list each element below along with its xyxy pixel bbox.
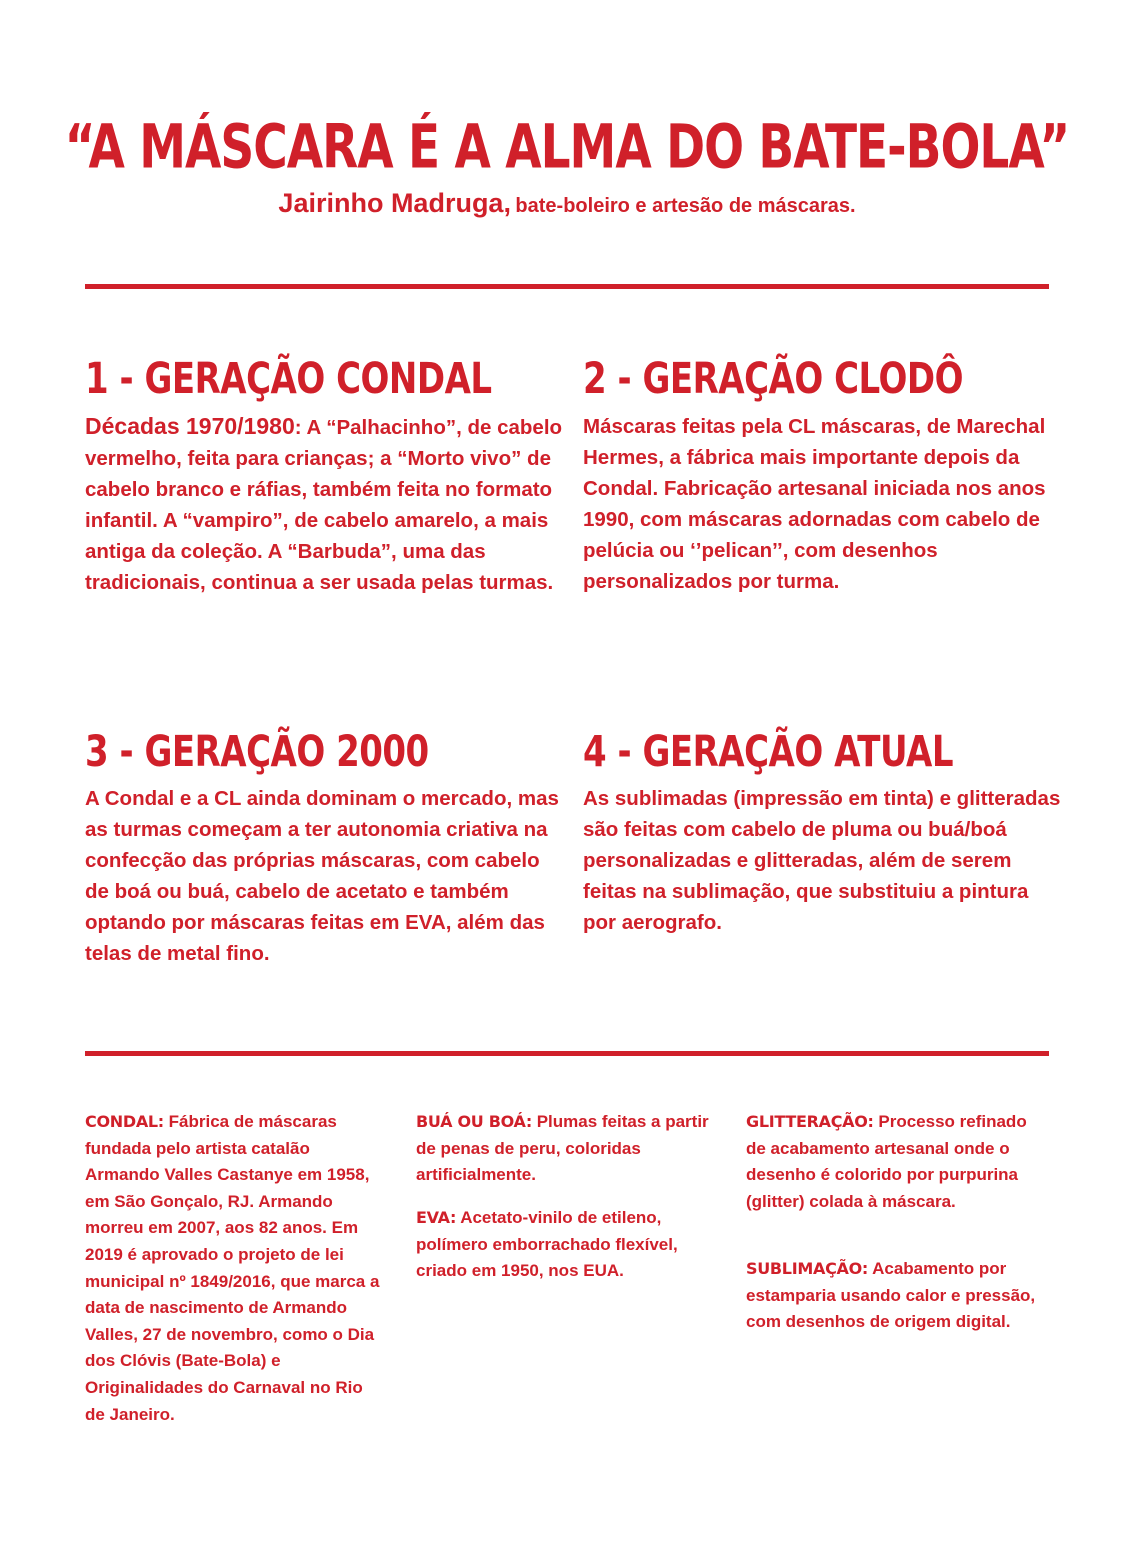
section-heading: 1 - GERAÇÃO CONDAL [85,354,492,404]
glossary-definition: Fábrica de máscaras fundada pelo artista catalão Armando Valles Castanye em 1958, em São Gonçalo, RJ. Armando morreu em 2007, aos 82 anos. Em 2019 é aprovado o projeto de lei municipal nº 1849/2016, que marca a data de nascimento de Armando Valles, 27 de novembro, como o Dia dos Clóvis (Bate-Bola) e Originalidades do Carnaval no Rio de Janeiro. [85,1112,380,1424]
section-text: : A “Palhacinho”, de cabelo vermelho, feita para crianças; a “Morto vivo” de cabelo branco e ráfias, também feita no formato infantil. A “vampiro”, de cabelo amarelo, a mais antiga da coleção. A “Barbuda”, uma das tradicionais, continua a ser usada pelas turmas. [85,416,563,594]
glossary-term: EVA: [416,1208,457,1227]
author-name: Jairinho Madruga, [278,188,511,218]
quote-attribution [0,188,1134,219]
glossary-entry-sublimacao [746,1256,1036,1336]
glossary-definition: Acabamento por estamparia usando calor e pressão, com desenhos de origem digital. [746,1259,1036,1332]
author-role: bate-boleiro e artesão de máscaras. [515,195,856,217]
section-body: A Condal e a CL ainda dominam o mercado, mas as turmas começam a ter autonomia criativa na confecção das próprias máscaras, com cabelo de boá ou buá, cabelo de acetato e também optando por máscaras feitas em EVA, além das telas de metal fino. [85,787,559,965]
glossary-term: GLITTERAÇÃO: [746,1112,874,1131]
section-geracao-2000 [85,727,565,965]
section-geracao-atual [583,727,1063,934]
glossary-entry-bua [416,1109,716,1189]
section-heading: 2 - GERAÇÃO CLODÔ [583,354,964,404]
divider-bottom [85,1051,1049,1056]
glossary-entry-glitteracao [746,1109,1036,1215]
glossary-definition: Processo refinado de acabamento artesanal onde o desenho é colorido por purpurina (glitter) colada à máscara. [746,1112,1027,1211]
glossary-term: SUBLIMAÇÃO: [746,1259,868,1278]
glossary-entry-condal [85,1109,385,1428]
section-heading: 4 - GERAÇÃO ATUAL [583,727,953,777]
section-heading: 3 - GERAÇÃO 2000 [85,727,429,777]
glossary-definition: Acetato-vinilo de etileno, polímero emborrachado flexível, criado em 1950, nos EUA. [416,1208,678,1281]
section-geracao-condal [85,354,565,594]
glossary-term: BUÁ OU BOÁ: [416,1112,532,1131]
section-geracao-clodo [583,354,1063,593]
glossary-term: CONDAL: [85,1112,164,1131]
section-lead: Décadas 1970/1980 [85,413,295,439]
glossary-definition: Plumas feitas a partir de penas de peru, coloridas artificialmente. [416,1112,709,1185]
section-body: As sublimadas (impressão em tinta) e glitteradas são feitas com cabelo de pluma ou buá/boá personalizadas e glitteradas, além de serem feitas na sublimação, que substituiu a pintura por aerografo. [583,787,1061,934]
divider-top [85,284,1049,289]
page-title: “A MÁSCARA É A ALMA DO BATE-BOLA” [64,112,1070,183]
section-body: Máscaras feitas pela CL máscaras, de Marechal Hermes, a fábrica mais importante depois da Condal. Fabricação artesanal iniciada nos anos 1990, com máscaras adornadas com cabelo de pelúcia ou ‘’pelican’’, com desenhos personalizados por turma. [583,415,1046,593]
glossary-entry-eva [416,1205,716,1285]
section-body [85,411,565,598]
